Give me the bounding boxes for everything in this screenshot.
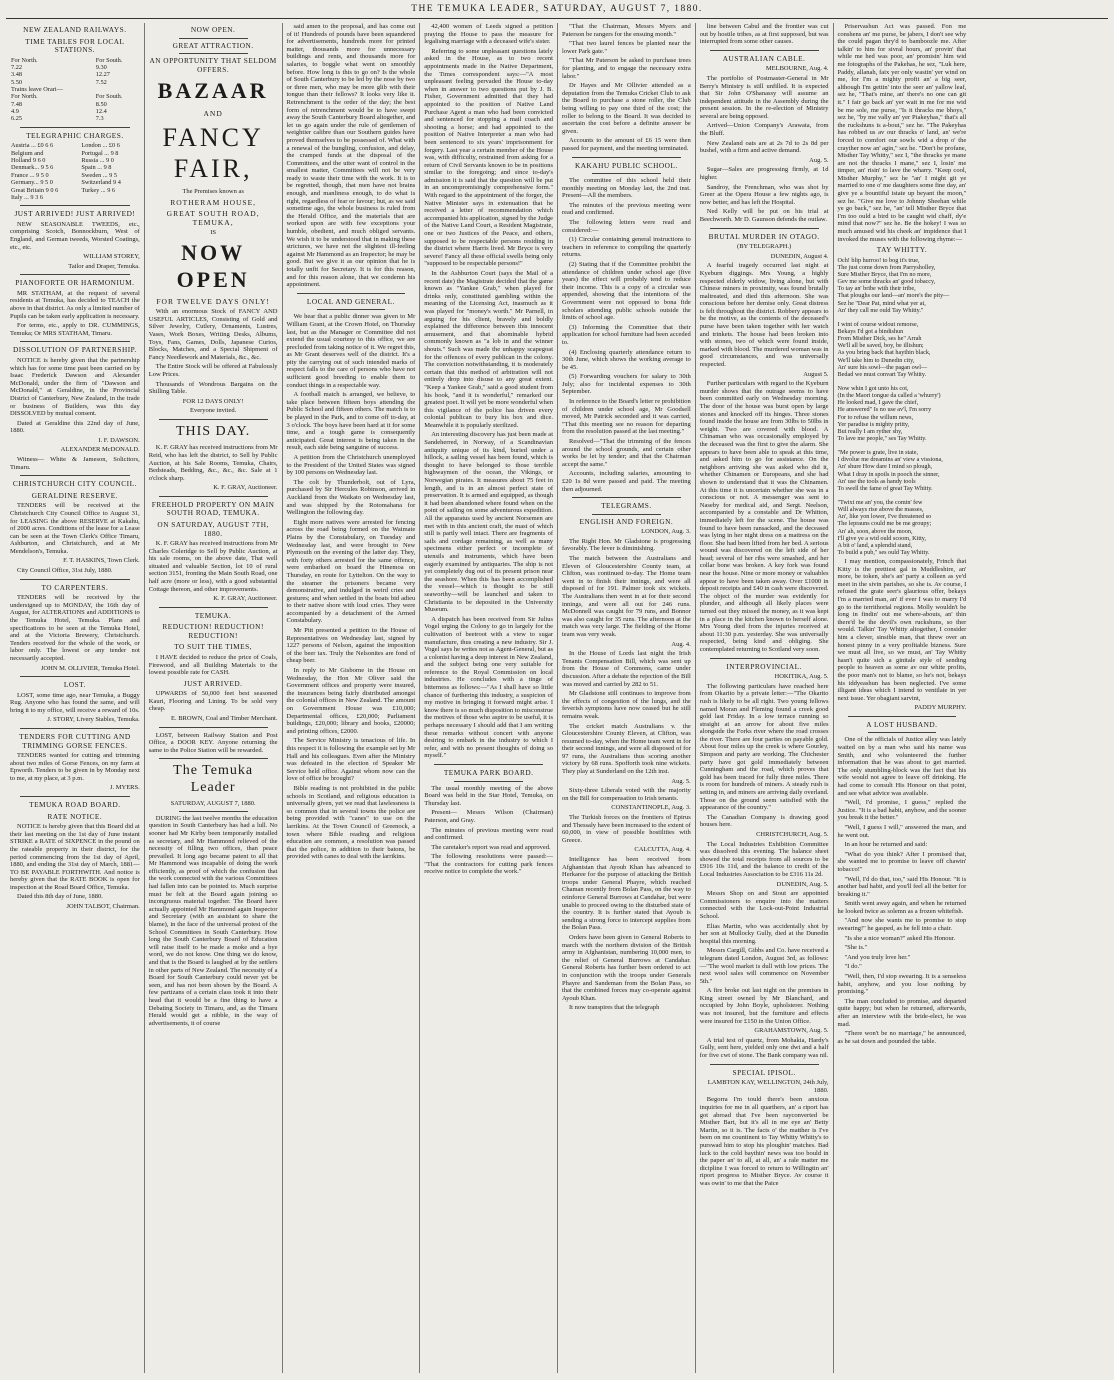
poem: Och! blip hurroo! to bog it's true, The just come down from Parrysholley, Sure Misther Bryce, that I'm no more, Gev me some thracks an' good tobaccy, To tay an' bribe with their tribe, That ploughs our land—an' more's the pity— Sez he "Dear Pat, mind what yer at, An' they call me ould Tay Whitty." I wint of course widout remorse, Bekays I'd got a bindishun From Misther Dick, ses he" Arrah We'll all be saved, boy, be illishun; As you bring back that haythin black, We'll take him to Dunedin city, An' sure his sowl—the pagan owl— Bedad we must convart Tay Whitty. Now whin I got unto his cot, (In the Maori tongue da called a 'whurry') He looked mad, I gave the chief, He answered" Is no use av'l, I'm sorry For to refuse the willum news, Yer paradise is mighty pritty, But really I am ryther shy, To lave me people," ses Tay Whitty. "Me power is grate, live in state, I divolue me dreamins an' view a vissiona, An' shure How dare I mind so plough, What I dray in spoils in pooch the sinner, An' use the tools as handy tools To swell the fame of great Tay Whitty. "Twixt me an' you, the comin' few Will always rise above the masses, An', like yon lower, I've threatened so The leprauns could me be me groupy; An' ah, soon, above the moon, I'll give ye a wid ould scoom, Kitty, A bit o' land, a splendid stand, To build a pub," ses ould Tay Whitty. <box>837 256 950 556</box>
headline: ENGLISH AND FOREIGN. <box>579 516 674 526</box>
paragraph: For terms, etc., apply to DR. CUMMINGS, Temuka; Or MRS STATHAM, Timaru. <box>10 322 140 337</box>
headline: LOCAL AND GENERAL. <box>306 296 395 306</box>
paragraph: (2) Stating that if the Committee prohibit the attendance of children under school age (five years) the effect will probably tend to reduce their income. This is a copy of a circular was appended, showing that the intentions of the Government were not opposed to bona fide scholars attending public schools outside the limits of school age. <box>562 260 691 322</box>
paragraph: Accounts, including salaries, amounting to £20 1s 8d were passed and paid. The meeting then adjourned. <box>562 470 691 493</box>
paragraph: The minutes of the previous meeting were read and confirmed. <box>562 201 691 217</box>
masthead: THE TEMUKA LEADER, SATURDAY, AUGUST 7, 1880. <box>6 4 1108 19</box>
centered-line: (BY TELEGRAPH.) <box>737 243 792 251</box>
paragraph: Referring to some unpleasant questions lately asked in the House, as to two recent appointments made in the Native Department, the Times correspondent says:—"A most unpleasant feeling pervaded the House to-day when in answer to two questions put by J. B. Fisher, Government admitted that they had appointed to the position of Native Land Purchase Agent a man who had been convicted and sentenced for stopping a mail coach and shooting a horse; and had appointed to the position of Native Interpreter a man who had been sentenced to six years' imprisonment for forgery. Last year a certain member of the House was, with difficulty, restrained from asking for a return of Civil Servants known to be in positions similar to the foregoing; and since to-day's admission it is said that the question will be put in an uncompromisingly comprehensive form." With regard to the appointment of the forger, the Native Minister says in extenuation that he received a letter of recommendation which accompanied his application, signed by the Judge of the Native Land Court, a Resident Magistrate, one or two Justices of the Peace, and others, supposed to be respectable persons residing in the district where Harris lived. Mr Bryce is very severe! Fancy all these official swells being only "supposed to be respectable persons!" <box>424 47 553 268</box>
premises-line: The Premises known as <box>182 187 244 195</box>
table-cell: Sweden ... 9 5 <box>81 171 118 179</box>
table-cell: Italy ... 9 3 6 <box>11 193 44 201</box>
headline: TELEGRAMS. <box>601 501 652 511</box>
divider <box>159 727 268 728</box>
table-cell: For South. <box>95 56 123 64</box>
paragraph: "Is she a nice woman?" asked His Honour. <box>844 934 956 942</box>
paragraph: "What do you think? After I promised that, she wanted me to promise to leave off chawin' tobacco!" <box>837 850 967 873</box>
paragraph: The following letters were read and considered:— <box>562 219 691 234</box>
headline: JUST ARRIVED! JUST ARRIVED! <box>14 209 136 219</box>
signature: HOKITIKA, Aug. 5. <box>774 673 829 681</box>
divider <box>159 419 268 420</box>
paragraph: TENDERS will be received by the undersigned up to MONDAY, the 16th day of August, for ALTERATIONS and ADDITIONS to the Temuka Hotel, Temuka. Plans and specifications to be seen at the Temuka Hotel, and at the Victoria Brewery, Christchurch. Tenders received for the whole of the work, or labor only. The lowest or any tender not necessarily accepted. <box>10 594 140 662</box>
paragraph: We hear that a public dinner was given to Mr William Grant, at the Crown Hotel, on Thursday last, but as the Manager or Committee did not extend the usual courtesy to this office, we are precluded from taking notice of it. We regret this, as Mr Grant deserves well of the district. It's a pity the carrying out of such intended marks of respect falls to the care of persons who have not sufficient good breeding to enable them to conduct things in a respectable way. <box>286 313 416 389</box>
paragraph: Intelligence has been received from Afghanistan that Ayoub Khan has advanced to Herkaree for the purpose of attacking the British troops under General Phayre, which reached Chaman recently from Bolan Pass, on the way to reinforce General Burrows at Candahar, but were unable to proceed owing to the disturbed state of the country. It is further stated that Ayoub is sending a strong force to intercept supplies from the Bolan Pass. <box>562 856 691 932</box>
paragraph: Ned Kelly will be put on his trial at Beechworth. Mr D. Gaunson defends the outlaw. <box>699 208 829 223</box>
paragraph: 42,400 women of Leeds signed a petition praying the House to pass the measure for legalising marriage with a deceased wife's sister. <box>424 23 553 46</box>
fancy-fair-heading: FANCY FAIR, <box>162 122 264 183</box>
paragraph: "Well, then, I'd stop swearing. It is a senseless habit, anyhow, and you lose nothing by promising." <box>837 973 967 996</box>
paragraph: Sandroy, the Frenchman, who was shot by Greer at the Opera House a few nights ago, is now better, and has left the Hospital. <box>699 183 829 206</box>
paragraph: (3) Informing the Committee that their application for school furniture had been acceded to. <box>562 323 691 346</box>
column-1 <box>6 23 144 1373</box>
headline: NEW ZEALAND RAILWAYS. <box>23 25 127 34</box>
paragraph: MR STATHAM, at the request of several residents at Temuka, has decided to TEACH the above in that district. As only a limited number of Pupils can be taken early application is necessary. <box>10 289 140 320</box>
paragraph: The following resolutions were passed:— "That the contractors for cutting park fences receive notice to complete the work." <box>424 853 553 876</box>
divider <box>592 173 661 174</box>
bazaar-advertisement <box>149 78 278 306</box>
paragraph: Begorra I'm tould there's been anxious inquiries for me in all quarthers, an' a riport has got abroad that I've been rayconverted be Misther Bart, but it's all in me eye an' Betty Martin, so it is. The facts o' the matther is I've been on me countinent to Tay Whitty Whitty's to purswad him to stop his ploughin' matches. Bad luck to the cold baythin' news was too bould in the paper an' to all, at all, an' a rale matter me dicipline I was forced to return to Willingtin an' riport progress to Misther Bryce. Av course it was owin' to me that the Paice <box>699 1096 829 1187</box>
table-cell: 12.4 <box>95 108 107 116</box>
paragraph: With an enormous Stock of FANCY AND USEFUL ARTICLES, Consisting of Gold and Silver Jewelry, Cutlery, Ornaments, Lustres, Vases, Work Boxes, Writing Desks, Albums, Toys, Fans, Games, Dolls, Japanese Curios, Blocks, Matches, and a Special Shipment of Fancy Needlework and Materials, &c., &c. <box>148 308 278 361</box>
paragraph: The Turkish forces on the frontiers of Epirus and Thessaly have been increased to the extent of 60,000, in view of possible hostilities with Greece. <box>562 814 691 844</box>
paragraph: Bible reading is not prohibited in the public schools in Scotland, and religious education is universally given, yet we read that lawlessness is so common that in several towns the police are being provided with "canes" to use on the larrikins. At the Town Council of Greenock, a town where Bible reading and religious education are common, a resolution was passed that the police, in addition to their batons, be provided with canes to deal with the larrikins. <box>286 784 416 861</box>
paragraph: Accounts to the amount of £6 15 were then passed for payment, and the meeting terminated. <box>562 137 691 152</box>
paragraph: In an hour he returned and said: <box>844 841 928 849</box>
paragraph: One of the officials of Justice alley was lately waited on by a man who said his name was Smith, and who volunteered the further information that he was about to get married. The only stumbling-block was the fact that his wife would not agree to leave off drinking. He had come to consult His Honour on that point, and see what advice was available. <box>837 736 967 797</box>
signature: Tailor and Draper, Temuka. <box>68 262 140 270</box>
divider <box>868 732 937 733</box>
is-line: IS <box>210 228 217 236</box>
paragraph: I HAVE decided to reduce the price of Coals, Firewood, and all Building Materials to the lowest possible rate for CASH. <box>148 653 278 677</box>
paragraph: Priservashun Act was passed. Fon me conshens an' me purse, be jabers, I don't see why the could pagan thry'd to bamboozle me. After talkin' to him for sivral hours, an' provin' that while me hed was poor, an' promisin' him wid me fotographs of the Pakehas, he sez, "Luk here, Paddy, allanah, faix yer only wastin' yer wind on me, for I'm a mighty profit an' a big seer, although I'm gettin' into the seer an' yallow leaf, sez he, "That's mine, an' there's no one can git it." I fair go back an' yer wait in me for me wid be me sole, me purse, "Is it thracks me bhoys," sez he, "by me vally an' yer Piakeyhas," that's all the ruckshuns is a-bout," sez he. "The Pakeyhas has robbed us av our thracks o' land, an' we're forced to comfort our sowls wid a drop o' the crayther now an' agin," sez he. "Don't be profane, Misther Tay Whitty," sez I, "the thracks ye mane are not the thracks I mane," sez I, losin' me timper, an' risin' to lave the wharry. "Keep cool, Misther Murphy," sez he "an' I might git ye married to one o' me daughters some fine day, an' give ye a bountiful istate up beyant the moon," sez he. "Give me love to Johnny Sheehan while ye go back," sez he, "an' tell Misther Bryce that I'm too ould a bird to be caught wid chaff, dy'e mind that now?" sez he. Be the hokey! I was so much amused wid his cheek an' impidence that I invoked the muses with the following rhyme:— <box>837 23 967 243</box>
columns <box>6 23 1108 1373</box>
signature: WILLIAM STOREY, <box>83 253 140 261</box>
table-row <box>10 64 140 71</box>
table-cell: France ... 9 5 0 <box>11 171 49 179</box>
headline: SPECIAL IPISOL. <box>732 1067 796 1077</box>
paragraph: The minutes of previous meeting were read and confirmed. <box>424 826 553 842</box>
table-row <box>10 150 140 157</box>
table-cell: 3.48 <box>11 71 23 79</box>
table-cell: For South. <box>95 93 123 101</box>
paragraph: (4) Enclosing quarterly attendance return to 30th June, which shows the working average to be 45. <box>562 348 691 371</box>
divider <box>20 796 130 797</box>
divider <box>20 728 130 729</box>
divider <box>434 764 543 765</box>
divider <box>710 658 819 659</box>
table-cell: For North. <box>11 93 38 101</box>
headline: GERALDINE RESERVE. <box>31 490 118 500</box>
divider <box>179 38 248 39</box>
table-cell: 8.50 <box>95 100 107 108</box>
column-3 <box>282 23 420 1373</box>
centered-line: SATURDAY, AUGUST 7, 1880. <box>170 800 256 808</box>
signature: J. MYERS. <box>109 784 140 792</box>
divider <box>159 607 268 608</box>
table-cell: Portugal ... 9 8 <box>81 149 119 157</box>
table-cell: 6.25 <box>11 115 23 123</box>
headline: GREAT ATTRACTION. <box>172 40 254 50</box>
paragraph: NOTICE is hereby given that the partnership which has for some time past been carried on by Isaac Frederick Dawson and Alexander McDonald, under the firm of "Dawson and McDonald," at Geraldine, in the Provincial District of Canterbury, New Zealand, in the trade or business of Builders, was this day DISSOLVED by mutual consent. <box>10 356 140 418</box>
paragraph: Orders have been given to General Roberts to march with the northern division of the British army in Afghanistan, numbering 10,000 men, to the relief of General Burrows at Candahar. General Roberts has further been ordered to act in conjunction with the troops under Generals Phayre and Sandeman from the Bolan Pass, so that the combined forces may co-operate against Ayoub Khan. <box>562 933 691 1002</box>
table-row <box>10 115 140 122</box>
divider <box>20 127 130 128</box>
paragraph: NOTICE is hereby given that this Board did at their last meeting on the 1st day of June instant STRIKE a RATE of SIXPENCE in the pound on the rateable property in their district, for the period commencing from the 1st day of April, 1880, and ending the 31st day of March, 1881—TO BE PAYABLE FORTHWITH. And notice is hereby given that the RATE BOOK is open for inspection at the Road Board Office, Temuka. <box>10 823 140 891</box>
paragraph: Sugar—Sales are progressing firmly, at 1d higher. <box>699 166 829 182</box>
now-open-heading: NOW OPEN <box>176 240 250 292</box>
headline: CHRISTCHURCH CITY COUNCIL. <box>12 479 137 489</box>
column-7 <box>833 23 971 1373</box>
headline: ON SATURDAY, AUGUST 7TH, 1880. <box>157 519 269 538</box>
duration-line: FOR TWELVE DAYS ONLY! <box>156 297 270 307</box>
signature: LONDON, Aug. 3. <box>641 528 691 536</box>
data-table <box>10 142 140 201</box>
paragraph: "Well, I guess I will," answered the man, and he went out. <box>837 823 967 839</box>
paragraph: "That the Chairman, Messrs Myers and Paterson be rangers for the ensuing month." <box>562 23 691 38</box>
paragraph: Thousands of Wondrous Bargains on the Shilling Table. <box>148 380 278 396</box>
paragraph: "She is." <box>844 944 868 952</box>
paragraph: Witness— White & Jameson, Solicitors, Timaru. <box>10 456 140 471</box>
headline: TAY WHITTY. <box>876 245 928 255</box>
divider <box>179 53 248 54</box>
headline: KAKAHU PUBLIC SCHOOL. <box>575 160 678 170</box>
signature: E. BROWN, Coal and Timber Merchant. <box>170 715 278 723</box>
headline: LOST. <box>63 680 86 690</box>
paragraph: Further particulars with regard to the Kyeburn murder shows that the outrage seems to have been committed early on Wednesday morning. The door of the house was burst open by large stones and knocked off its hinges. Three stones found inside the house are from 30lbs to 50lbs in weight. Two are covered with blood. A Chinaman who was occasionally employed by the deceased was the first to give the alarm. She appears to have been able to speak at this time, and asked him to go for assistance. On the neighbors arriving she was asked who did it, whether Chinamen or Europeans, and she had shown to understand that it was the Chinamen. At this time it is uncertain whether she was in a conscious or not. A messenger was sent to Naseby for medical aid, and Sergt. Neelson, accompanied by a constable and Dr Whitton, immediately left for the scene. The house was found to have been ransacked, and the deceased was lying in her night dress on a mattress on the floor. She had been lifted from her bed. A serious wound was discovered on the left side of her head; several of her ribs were smashed, and her collar bone was broken. A key fork was found near the house. Nine or more money or valuables appear to have been taken away. Over £1000 in deposit receipts and £40 in cash were discovered. The object of the murder was evidently for plunder, and although all likely places were turned out they missed the money, as it was kept in a place in the kitchen known to herself alone. Mrs Young died from the injuries received at about 11:30 p.m. yesterday. She was universally respected, being kind and obliging. She contemplated returning to Scotland very soon. <box>699 380 829 653</box>
paragraph: Resolved—"That the trimming of the fences around the school grounds, and certain other works be let by tender; and that the Chairman accept the same." <box>562 438 691 468</box>
paragraph: Messrs Cargill, Gibbs and Co. have received a telegram dated London, August 3rd, as follows:—"The wool market is dull with low prices. The next wool sales will commence on November 5th." <box>699 947 829 985</box>
headline: TENDERS FOR CUTTING AND TRIMMING GORSE FENCES. <box>19 732 131 750</box>
table-cell: 7.52 <box>95 78 107 86</box>
column-5 <box>557 23 695 1373</box>
paragraph: TENDERS will be received at the Christchurch City Council Office to August 31, for LEASING the above RESERVE at Kakahu, of 2000 acres. Conditions of the lease for a Lease can be seen at the Town Clerk's Office Timaru, Ashburton, and Christchurch, and at Mr Mendelson's, Temuka. <box>10 502 140 555</box>
house-name: ROTHERAM HOUSE, <box>170 197 257 207</box>
table-cell: Holland 9 6 0 <box>11 157 46 165</box>
table-cell: Austria ... £0 6 6 <box>11 142 54 150</box>
paragraph: The usual monthly meeting of the above Board was held in the Star Hotel, Temuka, on Thursday last. <box>424 784 553 807</box>
bazaar-and: AND <box>203 108 223 118</box>
divider <box>848 716 957 717</box>
paragraph: Elias Martin, who was accidentally shot by her son at Mullocky Gully, died at the Dunedin hospital this morning. <box>699 922 829 945</box>
divider <box>159 758 268 759</box>
table-row <box>10 172 140 179</box>
table-cell: Trains leave Orari— <box>11 86 63 94</box>
table-cell: 5.50 <box>11 78 23 86</box>
paragraph: The Local Industries Exhibition Committee was dissolved this evening. The balance sheet showed the total receipts from all sources to be £916 10s 11d, and the balance to credit of the Local Industries Association to be £316 11s 2d. <box>699 840 829 878</box>
paragraph: The committee of this school held their monthly meeting on Monday last, the 2nd inst. Present—All the members. <box>562 177 691 200</box>
column-4 <box>419 23 557 1373</box>
headline: REDUCTION! REDUCTION! REDUCTION! <box>162 622 264 640</box>
paragraph: An interesting discovery has just been made at Sandeherred, in Norway, of a Scandinavian antiquity unique of its kind, buried under a hillock, a sailing vessel has been found, which is thought to have belonged to those terrible highwaymen of the ocean, the Vikings, or Norwegian pirates. It measures about 75 feet in length, and is in an almost perfect state of preservation. It is armed and equipped, as though it had been abandoned where found when on the point of sailing on some adventurous expedition. All the apparatus used by ancient Norsemen are met with in this ancient craft, the mast of which still is partly well intact. There are fragments of sails and cordage remaining, as well as many specimens either perfect or incomplete of utensils and instruments, which have been eagerly examined by antiquaries. The ship is not yet completely dug out of its present prison near the seashore. When this has been accomplished the vessel—which is thought to be still seaworthy—will be launched and taken to Christiania to be deposited in the University Museum. <box>424 431 553 614</box>
paragraph: DURING the last twelve months the education question in South Canterbury has had a lull. No sooner had Mr Kirby been temporarily installed as secretary, and Mr Hammond relieved of the necessity of filling two offices, than peace prevailed. It long ago became patent to all that Mr Hammond was incapable of doing the work efficiently, as proof of which the confusion that the work connected with the various Committees had fallen into can be pointed to. Much surprise must be felt at the Board again joining so incongruous material together. The Board have actually appointed Mr Hammond again Inspector and Secretary (with an assistant to share the blame), in the face of the universal protest of the School Committees in South Canterbury. How long the South Canterbury Board of Education will raise itself to be made a moke and a bye word, we do not know. One thing we do know, and that is the Board is laughed at by the settlers in other parts of New Zealand. The necessity of a Board for South Canterbury could never yet be seen, and has not been shown by the Board. A few partizans of a certain class took it into their head that it would be a fine thing to have a Debating Society in Timaru, and, as the Timaru Herald would get a nibble, in the way of advertisements, it of course <box>148 814 278 1027</box>
table-cell: 7.3 <box>95 115 104 123</box>
table-cell: Belgium and <box>11 149 44 157</box>
table-cell: 9.30 <box>95 63 107 71</box>
paragraph: Dated at Geraldine this 22nd day of June, 1880. <box>10 419 140 435</box>
divider <box>20 475 130 476</box>
paragraph: The Entire Stock will be offered at Fabulously Low Prices. <box>148 363 278 379</box>
divider <box>179 811 248 812</box>
signature: CALCUTTA, Aug. 4. <box>634 846 691 854</box>
paragraph: K. F. GRAY has received instructions from Mr Reid, who has left the district, to Sell by Public Auction, at his Sale Rooms, Temuka, Chairs, Bedsteads, Bedding, &c., &c., &c. Sale at 1 o'clock sharp. <box>148 444 278 482</box>
paragraph: "And you truly love her." <box>844 953 911 961</box>
paragraph: Mr Pitt presented a petition to the House of Representatives on Wednesday last, signed by 1227 persons of Nelson, against the imposition of the beer tax. Truly the Nelsonites are fond of cheap beer. <box>286 627 416 665</box>
table-row <box>10 57 140 64</box>
signature: August 5. <box>803 370 829 378</box>
display-title: The Temuka Leader <box>173 763 254 795</box>
signature: JOHN M. OLLIVIER, Temuka Hotel. <box>40 664 140 672</box>
paragraph: City Council Office, 31st July, 1880. <box>17 567 113 575</box>
table-cell: Russia ... 9 0 <box>81 157 114 165</box>
paragraph: A dispatch has been received from Sir Julius Vogel urging the Colony to go in largely for the cultivation of beetroot with a view to sugar manufacture, thus creating a new industry. Sir J. Vogel says he writes not as Agent-General, but as a colonist having a deep interest in New Zealand, and the subject being one very suitable for reference to the Royal Commission on local industries. He concludes with a tinge of bitterness as follows:—"As I shall have so little chance of furthering this industry, a suspicion of my motive in bringing it forward might arise. I know there is so much disposition to misconstrue the motives of those who aspire to be useful, it is perhaps necessary I should add that I am writing these remarks without concert with anyone desiring to embark in the industry to which I refer, and with no present thoughts of doing so myself." <box>424 615 553 760</box>
signature: K. F. GRAY, Auctioneer. <box>213 595 278 603</box>
table-cell: Switzerland 9 4 <box>81 179 121 187</box>
divider <box>20 579 130 580</box>
paragraph: In the Ashburton Court (says the Mail of a recent date) the Magistrate decided that the game known as "Yankee Grab," when played for drinks only, constituted gambling within the meaning of the Licensing Act, inasmuch as it was played for "money's worth." Mr Parnell, in arguing for his client, bravely and boldly explained the difference between this innocent amusement, and that abominable hybrid commonly known as "a lob in and the winner shouts." Such was made the unhappy scapegoat for the offences of every publican in the colony. The conviction notwithstanding, it is moderately certain that this method of arbitration will not entirely drop into disuse to any great extent. "Keep a Yankee Grab," said a good student from his book, "and it is wonderful," remarked our greatest poet. It will yet be more wonderful when this vigilance of the police has driven every colonial publican to bury his box and dice. Meanwhile it is popularly sterilized. <box>424 270 553 429</box>
table-row <box>10 179 140 186</box>
headline: TO SUIT THE TIMES, <box>174 642 253 652</box>
signature: CONSTANTINOPLE, Aug. 3. <box>611 804 691 812</box>
table-row <box>10 93 140 100</box>
table-cell: London ... £0 6 <box>81 142 120 150</box>
paragraph: line between Cabul and the frontier was cut out by hostile tribes, as at first supposed, but was interrupted from some other causes. <box>699 23 829 46</box>
signature: I. F. DAWSON. <box>98 436 140 444</box>
table-row <box>10 142 140 149</box>
paragraph: Sixty-three Liberals voted with the majority on the Bill for compensation to Irish tenants. <box>562 787 691 802</box>
divider <box>710 228 819 229</box>
headline: DISSOLUTION OF PARTNERSHIP. <box>13 345 137 355</box>
table-cell: 7.48 <box>11 100 23 108</box>
divider <box>454 781 523 782</box>
paragraph: "I do." <box>844 963 862 971</box>
headline: AUSTRALIAN CABLE. <box>722 53 806 63</box>
paragraph: It now transpires that the telegraph <box>569 1004 660 1012</box>
divider <box>317 309 386 310</box>
paragraph: Arrived—Union Company's Arawata, from the Bluff. <box>699 122 829 138</box>
paragraph: The cricket match Australians v. the Gloucestershire County Eleven, at Clifton, was resumed to-day, when the Home team went in for their second innings, and were all disposed of for 97 runs, the Australians thus scoring another victory by 68 runs. Spofforth took nine wickets. They play at Sunderland on the 12th inst. <box>562 722 691 776</box>
paragraph: "And now she wants me to promise to stop swearing!" he gasped, as he fell into a chair. <box>837 917 967 933</box>
signature: J. STORY, Livery Stables, Temuka. <box>47 716 140 724</box>
paragraph: "That two laurel fences be planted near the lower Park gate." <box>562 40 691 55</box>
divider <box>20 274 130 275</box>
table-cell: 12.27 <box>95 71 110 79</box>
table-row <box>10 157 140 164</box>
paragraph: A fearful tragedy occurred last night at Kyeburn diggings. Mrs Young, a highly respected elderly widow, living alone, but with Chinese miners in proximity, was found brutally maltreated, and died this afternoon. She was conscious before her demise only. Great distress is felt throughout the district. Robbery appears to be the motive, as the contents of the deceased's purse have been taken together with her watch and trinkets. The house had been broken into with stones, two of which were found inside, marked with blood. The murdered woman was in good circumstances, and was universally respected. <box>699 262 829 369</box>
signature: DUNEDIN, August 4. <box>770 252 829 260</box>
paragraph: The colt by Thunderbolt, out of Lyra, purchased by Sir Hercules Robinson, arrived in Auckland from the Waikato on Wednesday last, and was shipped by the Rotomahana for Wellington the following day. <box>286 478 416 517</box>
signature: PADDY MURPHY. <box>914 704 967 712</box>
paragraph: A fire broke out last night on the premises in King street owned by Mr Blanchard, and occupied by John Boyle, upholsterer. Nothing was not insured, but the furniture and effects were insured for £150 in the Union Office. <box>699 987 829 1025</box>
signature: GRAHAMSTOWN, Aug. 5. <box>754 1027 829 1035</box>
divider <box>592 514 661 515</box>
display-title: THIS DAY. <box>175 423 251 439</box>
paragraph: The following particulars have reached here from Okarito by a private letter:—"The Okarito rush is likely to be all right. Two young fellows named Moran and Fleming found a creek good gold last Friday. In a low terrace running so straight at an arrow for about five miles alongside the Forks river where the road crosses the river. There are four parties on payable gold. About four miles up the creek is where Gourley, Simpson and party are working. The Chichester party have got gold immediately between Cunningham and the road, which proves that gold has been traced for fully three miles. There is room for hundreds of miners. A steady rush is setting in, and miners are arriving daily overland. Those on the ground seem satisfied with the appearance of the country." <box>699 682 829 812</box>
paragraph: In reference to the Board's letter re prohibition of children under school age, Mr Goodsell moved, Mr Patrick seconded and it was carried, "That this meeting see no reason for departing from the resolution passed at the last meeting." <box>562 398 691 436</box>
table-row <box>10 164 140 171</box>
divider <box>297 293 406 294</box>
paragraph: Messrs Shop on and Stout are appointed Commissioners to enquire into the matters connected with the Lock-out-Point Industrial School. <box>699 890 829 920</box>
signature: K. F. GRAY, Auctioneer. <box>213 484 278 492</box>
headline: TELEGRAPHIC CHARGES. <box>26 130 124 140</box>
paragraph: Mr Gladstone still continues to improve from the effects of congestion of the lungs, and the feverish symptoms have now ceased but he still remains weak. <box>562 690 691 720</box>
signature: F. T. HASKINS, Town Clerk. <box>63 557 140 565</box>
headline: AN OPPORTUNITY THAT SELDOM OFFERS. <box>149 56 277 74</box>
bazaar-heading: BAZAAR <box>157 78 269 104</box>
signature: JOHN TALBOT, Chairman. <box>66 903 140 911</box>
headline: JUST ARRIVED. <box>183 678 243 688</box>
table-cell: 7.22 <box>11 63 23 71</box>
paragraph: The Right Hon. Mr Gladstone is progressing favorably. The fever is diminishing. <box>562 537 691 553</box>
paragraph: K. F. GRAY has received instructions from Mr Charles Coleridge to Sell by Public Auction, at his sale rooms, on the above date, That well situated and valuable Section, lot 10 of rural section 3151, fronting the Main South Road, one half acre (more or less), with a good substantial Cottage thereon, and other improvements. <box>148 540 278 593</box>
paragraph: New Zealand oats are at 2s 7d to 2s 8d per bushel, with a firm and active demand. <box>699 139 829 155</box>
table-row <box>10 194 140 201</box>
divider <box>572 497 681 498</box>
paragraph: The portfolio of Postmaster-General in Mr Berry's Ministry is still unfilled. It is expected that Sir John O'Shanassy will assume an independent attitude in the Assembly during the present session. In the re-election of Ministry several are being opposed. <box>699 74 829 120</box>
headline: NOW OPEN. <box>190 25 236 34</box>
table-cell: Germany... 9 5 0 <box>11 179 53 187</box>
paragraph: UPWARDS of 50,000 feet best seasoned Kauri, Flooring and Lining. To be sold very cheap. <box>148 690 278 713</box>
headline: RATE NOTICE. <box>47 811 103 821</box>
paragraph: The Service Ministry is tenacious of life. In this respect it is following the example set by Mr Hall and his colleagues. Even after the Ministry was defeated in the election of Speaker Mr Service held office. Against whom now can the love of office be brought? <box>286 737 416 783</box>
table-cell <box>95 86 140 93</box>
paragraph: The man concluded to promise, and departed quite happy; but when he returned, afterwards, after an interview with the bride-elect, he was mad. <box>837 997 967 1028</box>
paragraph: Dated this 8th day of June, 1880. <box>17 893 103 901</box>
table-cell: Turkey ... 9 6 <box>81 186 116 194</box>
table-cell <box>80 194 139 201</box>
paragraph: A trial test of quartz, from Mohakia, Hardy's Gully, sent here, yielded only one dwt and a half for five cwt of stone. The Bank company was nil. <box>699 1036 829 1060</box>
divider <box>710 1064 819 1065</box>
headline: TEMUKA PARK BOARD. <box>443 768 534 777</box>
paragraph: NEW SEASONABLE TWEEDS, etc., comprising Scotch, Bonnockburn, West of England, and German tweeds, Worsted Coatings, etc., etc. <box>10 220 140 251</box>
table-cell: Spain ... 9 8 <box>81 164 112 172</box>
paragraph: The Canadian Company is drawing good houses here. <box>699 813 829 829</box>
paragraph: (5) Forwarding vouchers for salary to 30th July; also for incidental expenses to 30th September. <box>562 373 691 396</box>
table-row <box>10 71 140 78</box>
table-cell: 4.9 <box>11 108 19 116</box>
signature: Aug. 5. <box>809 156 829 164</box>
address-line: GREAT SOUTH ROAD, TEMUKA, <box>166 208 260 227</box>
paragraph: TENDERS wanted for cutting and trimming about two miles of Gorse Fences, on my farm at Epworth. Tenders to be given in by Monday next to me, at my place, at 3 p.m. <box>10 752 140 782</box>
column-6 <box>695 23 833 1373</box>
headline: TO CARPENTERS. <box>41 582 109 592</box>
divider <box>572 157 681 158</box>
signature: Aug. 5. <box>671 777 691 785</box>
data-table <box>10 57 140 123</box>
paragraph: A football match is arranged, we believe, to take place between fifteen boys attending the Public School and fifteen others. The match is to be played in the Park, and to come off to-day, at 3 o'clock. The boys have been hard at it for some time, and a tough game is consequently anticipated. Great interest is being taken in the result, each side being sanguine of success. <box>286 391 416 452</box>
signature: CHRISTCHURCH, Aug. 5. <box>756 831 829 838</box>
paragraph: "That Mr Paterson be asked to purchase trees for planting, and to engage the necessary extra labor." <box>562 57 691 80</box>
table-row <box>10 101 140 108</box>
paragraph: I may mention, compassionately, Frinch that Kitty is the prettiest gal in Muddleshire, an' more, be token, she's an' party a colleen as ye'd meet in the sivin parishes, so she is. Av course, I refused the grate seer's glaurious offer, bekays I'm a married man, an' if ever I was to marry I'd go to the territhorial regions. Molly wouldn't be long in findin' out me where-abouts, an' thin there'd be the devil's own ruckshuns, so ther would. Talkin' Tay Whitty altogether, I consider him a clever, sinsible man, that threw over an honest pinny in a very profitable bizness. Sure we must all live, so we must, an' Tay Whitty hasn't quite sich a ginitale style of sending people to heaven as some av our white profits, the poor man's not to blame, so he's not, bekays his iddyeashun has been neglected. I've some illigant ideas which I intend to ventilate in yer next issue. Yer obagiant sarvint, <box>837 558 967 702</box>
divider <box>710 50 819 51</box>
paragraph: Present— Messrs Wilson (Chairman) Paterson, and Gray. <box>424 809 553 824</box>
divider <box>20 341 130 342</box>
paragraph: (1) Circular containing general instructions to teachers in reference to compiling the quarterly returns. <box>562 236 691 259</box>
paragraph: In reply to Mr Gisborne in the House on Wednesday, the Hon Mr Oliver said the Government offices and property were insured, the insurances being fairly distributed amongst the colonial offices in New Zealand. The amount on Government House was £10,000; Departmental offices, £20,000; Parliament buildings, £20,000; library and books, £20000; and printing offices, £2000. <box>286 667 416 735</box>
headline: TIME TABLES FOR LOCAL STATIONS. <box>25 36 125 55</box>
headline: TEMUKA. <box>194 610 232 620</box>
table-row <box>10 108 140 115</box>
paragraph: A petition from the Christchurch unemployed to the President of the United States was signed by 100 persons on Wednesday last. <box>286 454 416 477</box>
centered-line: FOR 12 DAYS ONLY! <box>182 397 244 405</box>
centered-line: Everyone invited. <box>190 407 237 415</box>
signature: DUNEDIN, Aug. 5. <box>776 880 829 888</box>
paragraph: "There won't be no marriage," he announced, as he sat down and pounded the table. <box>837 1030 967 1045</box>
paragraph: said amen to the proposal, and has come out of it! Hundreds of pounds have been squandered for advertisements, hundreds more for printed matter, thousands more for unnecessary buildings and rents, and thousands more for salaries, to boggle what went on smoothly before. How long is this to go on? Is the whole of South Canterbury to be led by the nose by two or three men, who may be more glib with their tongue than their fellows? It looks very like it. Retrenchment is the order of the day; the best form of retrenchment would be to have swept away the South Canterbury Board altogether, and let us go again under the rule of gentlemen of weightier calibre than our Southern guides have proved themselves to be possessed of. What with a renewal of the bungling, confusion, and delay, the cramped funds at the disposal of the Committees, and the utter want of control in the smallest matter, Committees will not be very ready to waste their time with the work. It is to be regretted, though, that men have not brains enough, and manliness enough, to do what is right, regardless of fear or favour; but, as we said sometime ago, the whole business is ruled from the Herald Office, and the materials that are worked upon are with few exceptions your humble, obedient, and much obliged servants. We wish it to be understood that in making these strictures, we have not the slightest ill-feeling against Mr Hammond as an Inspector; he may be good. But we give it as our opinion that he is totally unfit for Secretary. It is for this reason, and for this reason alone, that we condemn his appointment. <box>286 23 416 289</box>
paragraph: "Well, I'd do that, too," said His Honour. "It is another bad habit, and you'll feel all the better for breaking it." <box>837 875 967 898</box>
headline: TEMUKA ROAD BOARD. <box>29 800 121 810</box>
table-cell: Denmark... 9 5 6 <box>11 164 54 172</box>
headline: FREEHOLD PROPERTY ON MAIN SOUTH ROAD, TEMUKA. <box>151 499 275 518</box>
paragraph: The match between the Australians and Eleven of Gloucestershire County team, at Clifton, was continued to-day. The Home team went in to finish their innings, and were all disposed of for 191. Palmer took six wickets. The Australians then went in at for their second innings, and were all out for 246 runs. McDonnell was caught for 79 runs, and Bonnor was also caught for 35 runs. The afternoon at the match was very large. The fielding of the Home team was very weak. <box>562 555 691 638</box>
divider <box>20 676 130 677</box>
paragraph: Dr Hayes and Mr Ollivier attended as a deputation from the Temuka Cricket Club to ask the Board to purchase a stone roller, the Club being willing to pay one third of the cost; the roller to belong to the Board. It was decided to ascertain the cost before a definite answer be given. <box>562 82 691 135</box>
headline: BRUTAL MURDER IN OTAGO. <box>708 231 820 241</box>
signature: LAMBTON KAY, WELLINGTON, 24th July, 1880. <box>707 1079 829 1094</box>
headline: PIANOFORTE OR HARMONIUM. <box>15 278 135 288</box>
signature: MELBOURNE, Aug. 4. <box>765 65 829 73</box>
signature: Aug. 4. <box>671 640 691 648</box>
paragraph: LOST, between Railway Station and Post Office, a DOOR KEY. Anyone returning the same to the Police Station will be rewarded. <box>148 731 278 754</box>
table-cell: Great Britain 9 0 6 <box>11 186 59 194</box>
paragraph: Smith went away again, and when he returned he looked twice as solemn as a frozen whitefish. <box>837 900 967 915</box>
column-2 <box>144 23 282 1373</box>
divider <box>20 205 130 206</box>
signature: ALEXANDER McDONALD. <box>60 446 140 454</box>
paragraph: LOST, some time ago, near Temuka, a Buggy Rug. Anyone who has found the same, and will bring it to my office, will receive a reward of 10s. <box>10 691 140 714</box>
divider <box>159 496 268 497</box>
paragraph: In the House of Lords last night the Irish Tenants Compensation Bill, which was sent up from the House of Commons, came under discussion. After a debate the rejection of the Bill was moved and carried by 282 to 51. <box>562 650 691 688</box>
headline: A LOST HUSBAND. <box>866 719 938 729</box>
headline: INTERPROVINCIAL. <box>726 661 802 671</box>
paragraph: Eight more natives were arrested for fencing across the road being formed on the Waimate Plains by the Constabulary, on Tuesday and Wednesday last, and were brought to New Plymouth on the evening of the latter day. They, with forty others arrested for the same offence, were embarked on board the Hinemoa on Thursday, en route for Lyttelton. On the way to the steamer the prisoners became very demonstrative, and indulged in weird cries and gestures; and when settled in the boats bid adieu to their native shore with loud cries. They were accompanied by a detachment of the Armed Constabulary. <box>286 518 416 625</box>
paragraph: "Well, I'd promise, I guess," replied the Justice. "It is a bad habit, anyhow, and the sooner you break it the better." <box>837 799 967 822</box>
table-row <box>10 86 140 93</box>
table-row <box>10 79 140 86</box>
paragraph: The caretaker's report was read and approved. <box>431 843 551 851</box>
table-cell: For North. <box>11 56 38 64</box>
table-row <box>10 187 140 194</box>
